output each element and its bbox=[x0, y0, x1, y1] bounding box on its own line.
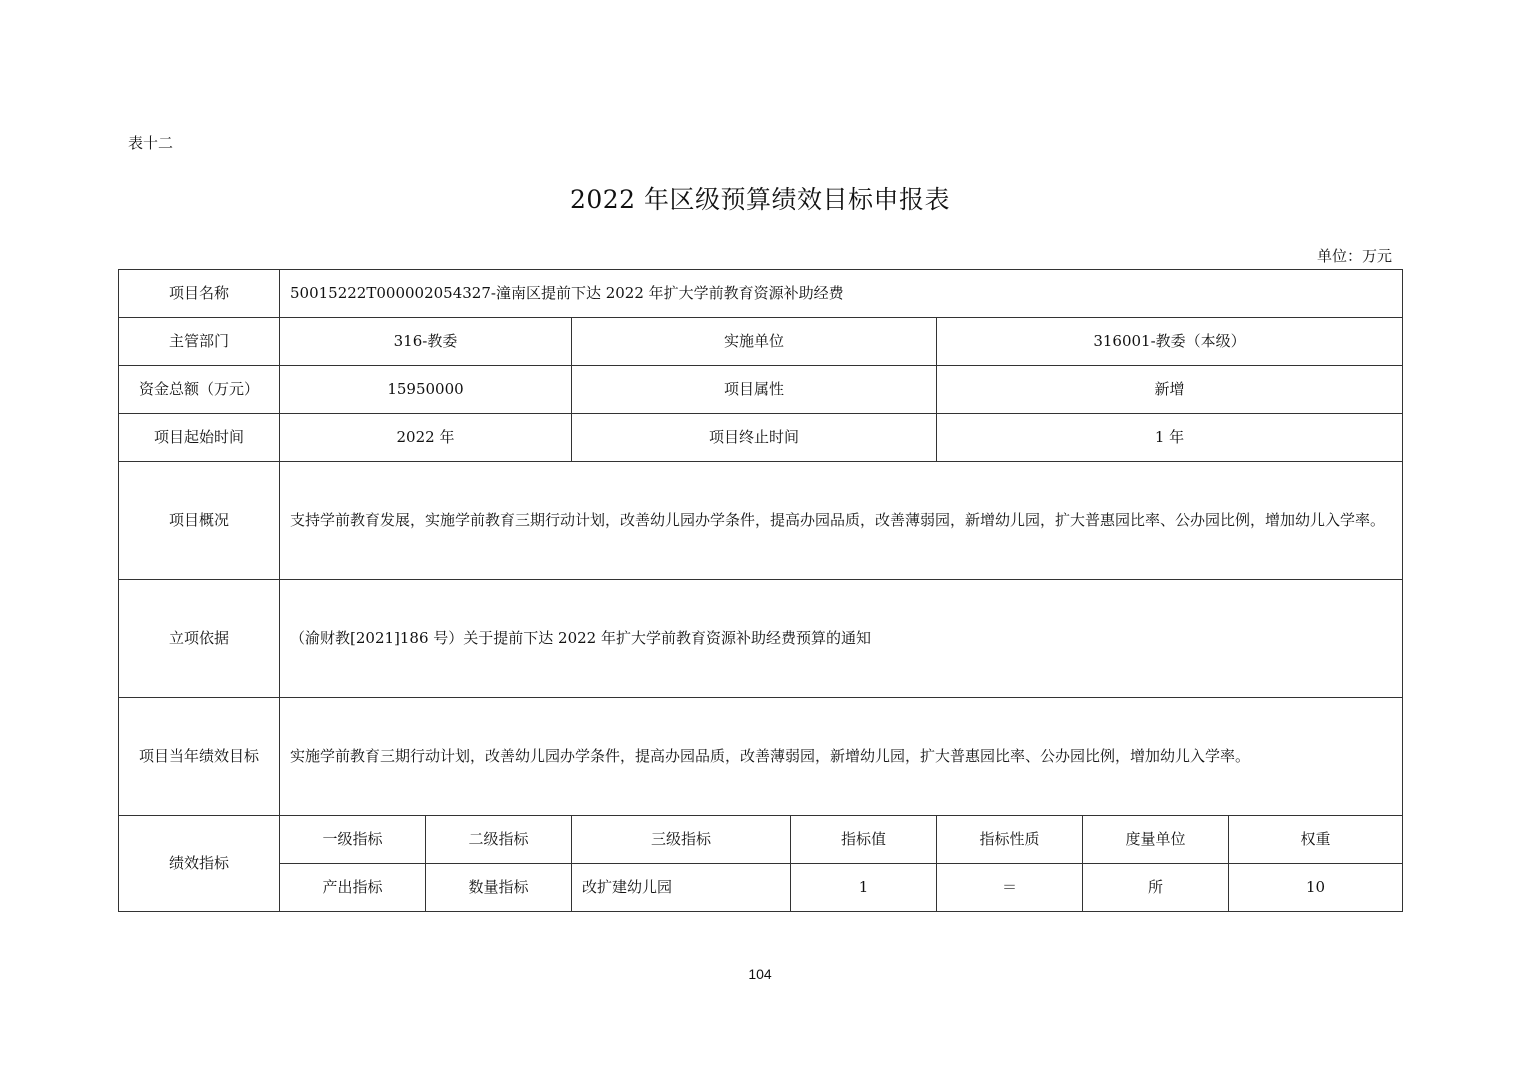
indicators-label: 绩效指标 bbox=[119, 816, 280, 912]
indicator-level2: 数量指标 bbox=[426, 864, 572, 912]
overview-label: 项目概况 bbox=[119, 462, 280, 580]
table-row bbox=[119, 698, 1403, 816]
fund-value: 15950000 bbox=[280, 366, 572, 414]
indicator-header-unit: 度量单位 bbox=[1083, 816, 1229, 864]
indicator-nature: ＝ bbox=[937, 864, 1083, 912]
basis-value: （渝财教[2021]186 号）关于提前下达 2022 年扩大学前教育资源补助经费预算的通知 bbox=[280, 580, 1403, 698]
overview-value: 支持学前教育发展，实施学前教育三期行动计划，改善幼儿园办学条件，提高办园品质，改善薄弱园，新增幼儿园，扩大普惠园比率、公办园比例，增加幼儿入学率。 bbox=[280, 462, 1403, 580]
indicator-header-row bbox=[119, 816, 1403, 864]
unit-label: 单位：万元 bbox=[1316, 247, 1392, 265]
impl-value: 316001-教委（本级） bbox=[937, 318, 1403, 366]
indicator-header-weight: 权重 bbox=[1229, 816, 1403, 864]
start-label: 项目起始时间 bbox=[119, 414, 280, 462]
basis-label: 立项依据 bbox=[119, 580, 280, 698]
attr-value: 新增 bbox=[937, 366, 1403, 414]
table-row bbox=[119, 462, 1403, 580]
budget-performance-table bbox=[118, 269, 1403, 912]
indicator-header-level2: 二级指标 bbox=[426, 816, 572, 864]
attr-label: 项目属性 bbox=[572, 366, 937, 414]
project-name-value: 50015222T000002054327-潼南区提前下达 2022 年扩大学前教育资源补助经费 bbox=[280, 270, 1403, 318]
indicator-header-nature: 指标性质 bbox=[937, 816, 1083, 864]
indicator-header-level1: 一级指标 bbox=[280, 816, 426, 864]
indicator-level3: 改扩建幼儿园 bbox=[572, 864, 791, 912]
dept-value: 316-教委 bbox=[280, 318, 572, 366]
indicator-unit: 所 bbox=[1083, 864, 1229, 912]
indicator-header-value: 指标值 bbox=[791, 816, 937, 864]
indicator-row bbox=[119, 864, 1403, 912]
indicator-header-level3: 三级指标 bbox=[572, 816, 791, 864]
table-row bbox=[119, 366, 1403, 414]
dept-label: 主管部门 bbox=[119, 318, 280, 366]
end-label: 项目终止时间 bbox=[572, 414, 937, 462]
fund-label: 资金总额（万元） bbox=[119, 366, 280, 414]
indicator-level1: 产出指标 bbox=[280, 864, 426, 912]
page-number: 104 bbox=[748, 966, 772, 982]
indicator-value: 1 bbox=[791, 864, 937, 912]
start-value: 2022 年 bbox=[280, 414, 572, 462]
project-name-label: 项目名称 bbox=[119, 270, 280, 318]
table-row bbox=[119, 414, 1403, 462]
table-tag: 表十二 bbox=[128, 134, 174, 152]
table-row bbox=[119, 318, 1403, 366]
goal-value: 实施学前教育三期行动计划，改善幼儿园办学条件，提高办园品质，改善薄弱园，新增幼儿园，扩大普惠园比率、公办园比例，增加幼儿入学率。 bbox=[280, 698, 1403, 816]
end-value: 1 年 bbox=[937, 414, 1403, 462]
page-title: 2022 年区级预算绩效目标申报表 bbox=[569, 185, 951, 214]
indicator-weight: 10 bbox=[1229, 864, 1403, 912]
impl-label: 实施单位 bbox=[572, 318, 937, 366]
table-row bbox=[119, 580, 1403, 698]
goal-label: 项目当年绩效目标 bbox=[119, 698, 280, 816]
table-row bbox=[119, 270, 1403, 318]
